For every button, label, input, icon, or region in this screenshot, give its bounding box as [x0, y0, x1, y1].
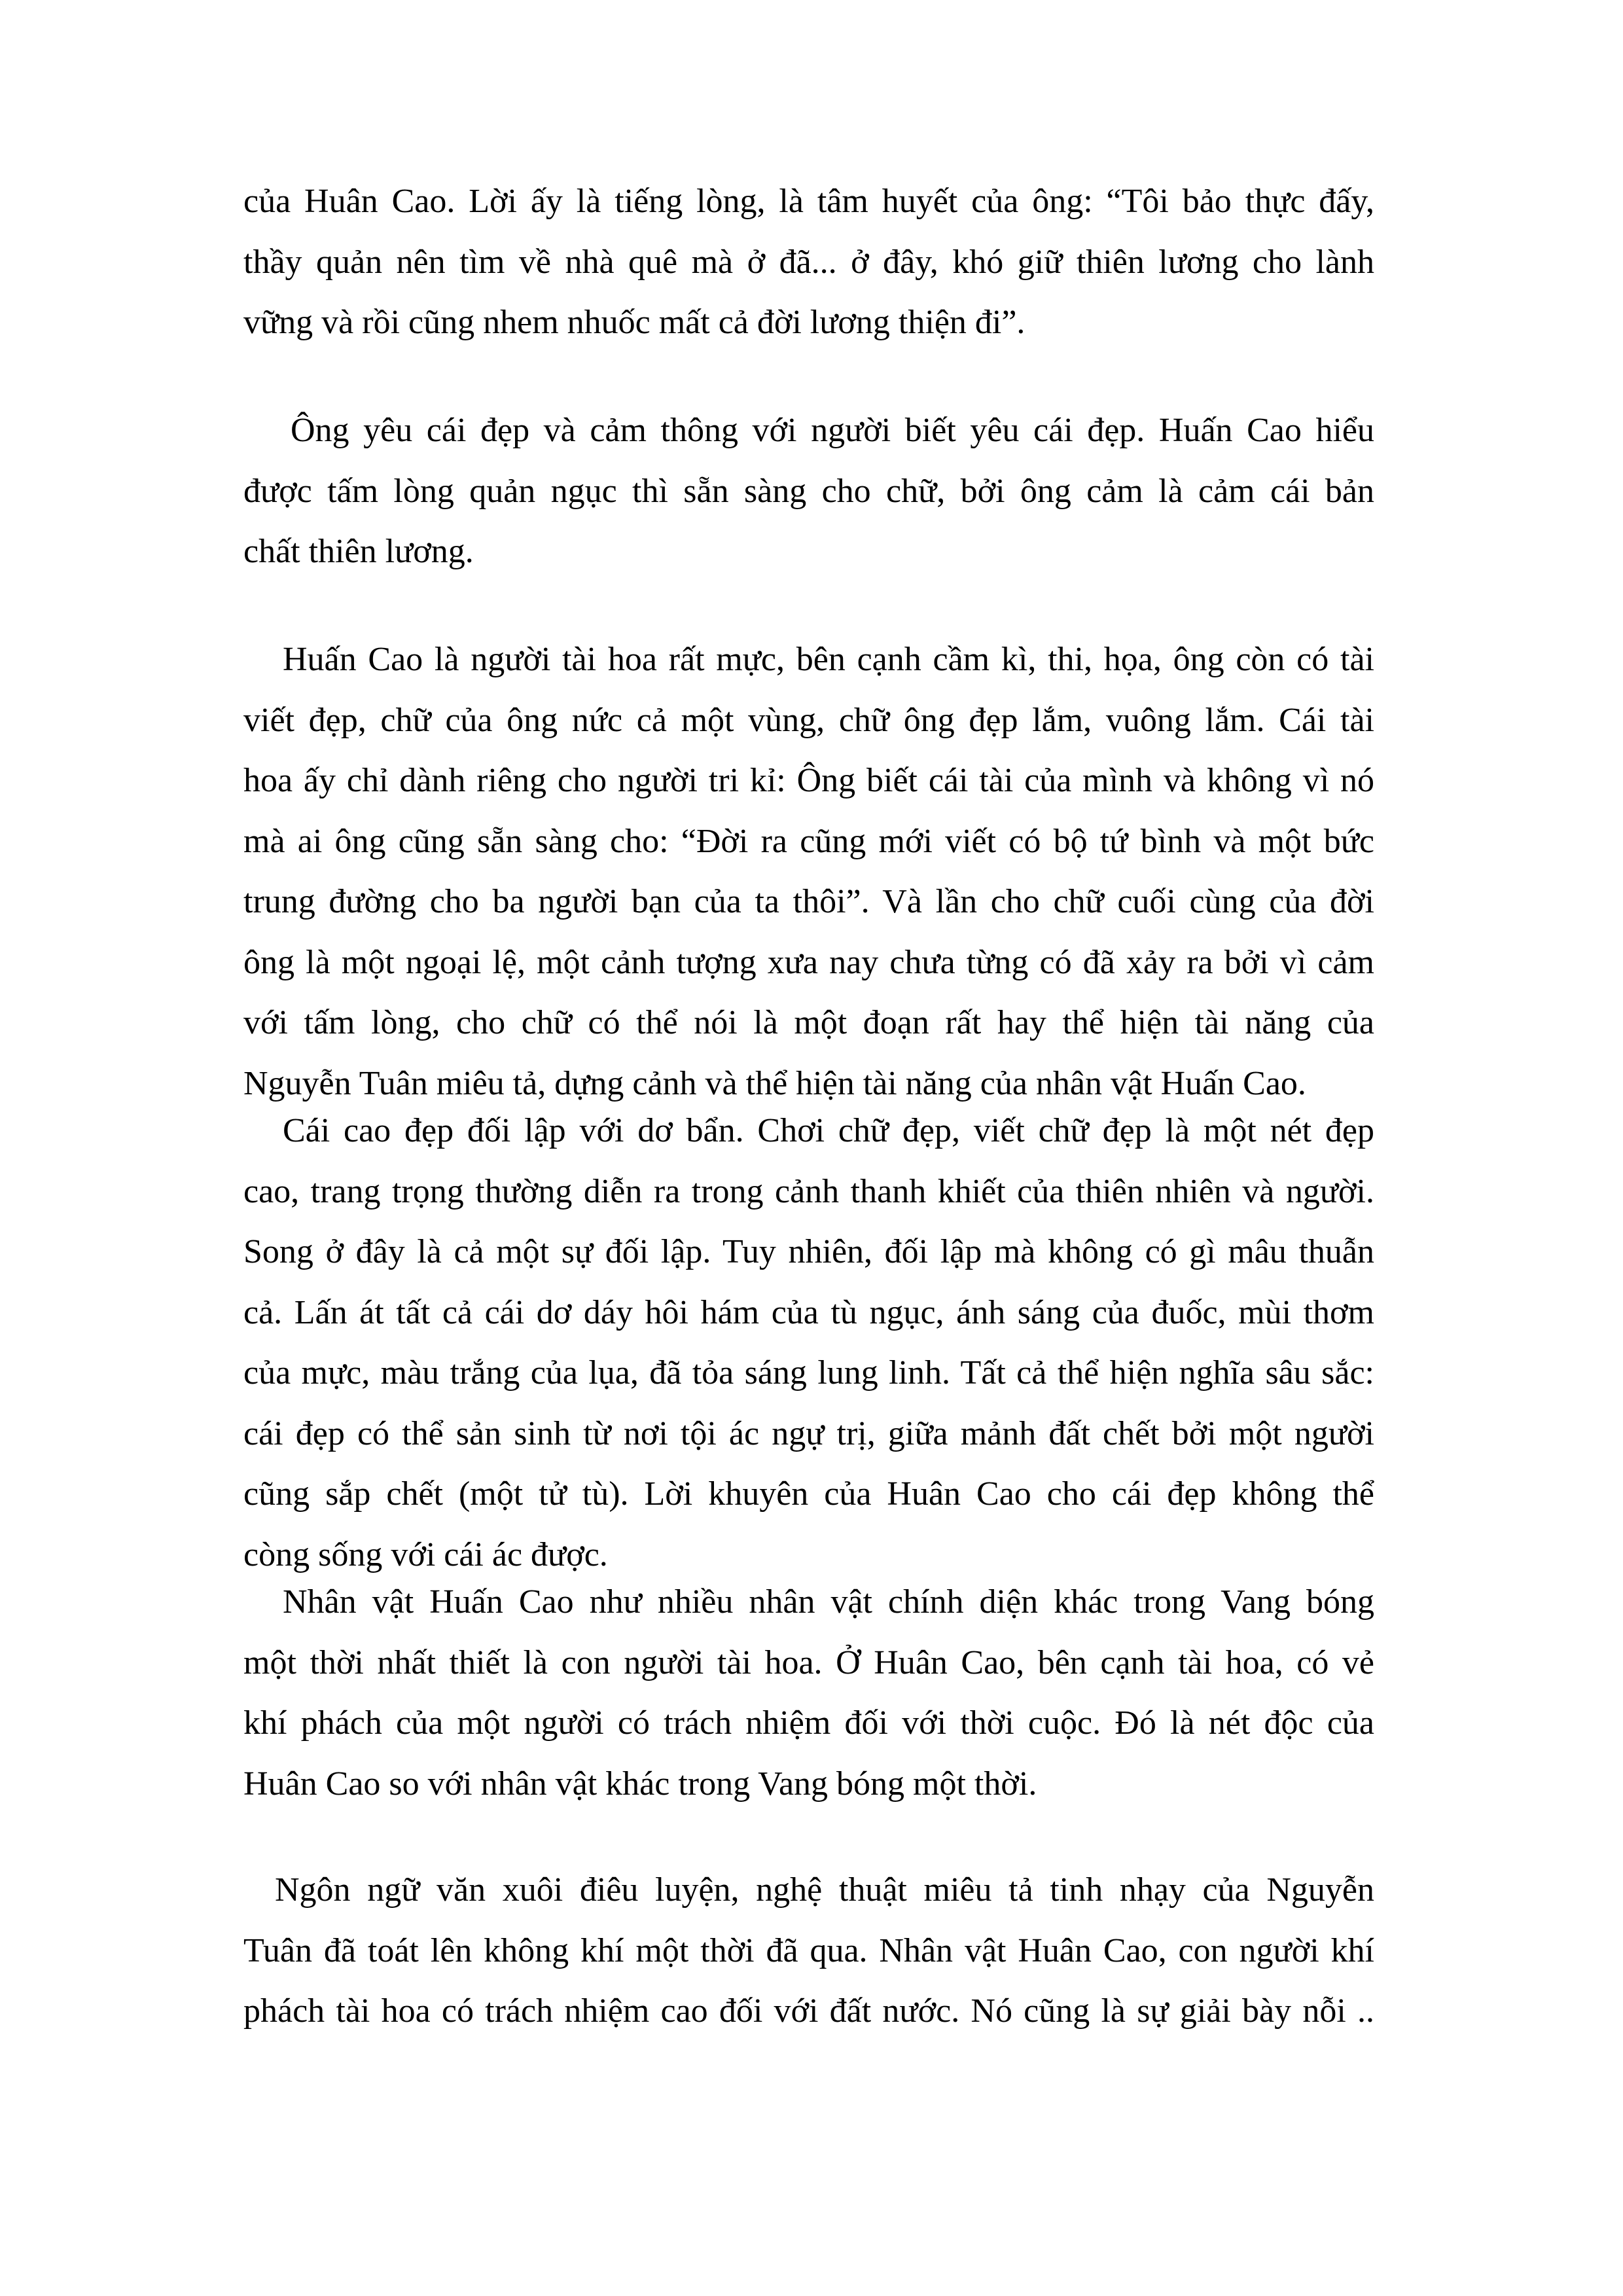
text-line: Huấn Cao là người tài hoa rất mực, bên cạnh cầm kì, thi, họa, ông còn có tài	[283, 641, 1374, 678]
paragraph-6	[243, 1860, 1374, 2042]
text-line: được tấm lòng quản ngục thì sẵn sàng cho chữ, bởi ông cảm là cảm cái bản	[243, 472, 1374, 510]
text-line: vững và rồi cũng nhem nhuốc mất cả đời lương thiện đi”.	[243, 304, 1026, 341]
text-line: Ngôn ngữ văn xuôi điêu luyện, nghệ thuật miêu tả tinh nhạy của Nguyễn	[275, 1871, 1374, 1909]
text-line: khí phách của một người có trách nhiệm đối với thời cuộc. Đó là nét độc của	[243, 1704, 1374, 1742]
text-line: của Huân Cao. Lời ấy là tiếng lòng, là tâm huyết của ông: “Tôi bảo thực đấy,	[243, 183, 1374, 220]
paragraph-2	[243, 401, 1374, 583]
text-line: Cái cao đẹp đối lập với dơ bẩn. Chơi chữ đẹp, viết chữ đẹp là một nét đẹp	[283, 1112, 1374, 1149]
text-line: cao, trang trọng thường diễn ra trong cảnh thanh khiết của thiên nhiên và người.	[243, 1172, 1374, 1210]
text-line: còng sống với cái ác được.	[243, 1535, 608, 1573]
text-line: phách tài hoa có trách nhiệm cao đối với đất nước. Nó cũng là sự giải bày nỗi ..	[243, 1992, 1374, 2030]
text-line: viết đẹp, chữ của ông nức cả một vùng, chữ ông đẹp lắm, vuông lắm. Cái tài	[243, 701, 1374, 739]
text-line: Nhân vật Huấn Cao như nhiều nhân vật chính diện khác trong Vang bóng	[283, 1583, 1374, 1621]
text-line: với tấm lòng, cho chữ có thể nói là một đoạn rất hay thể hiện tài năng của	[243, 1004, 1374, 1041]
paragraph-4	[243, 1101, 1374, 1585]
paragraph-3	[243, 630, 1374, 1114]
text-line: của mực, màu trắng của lụa, đã tỏa sáng lung linh. Tất cả thể hiện nghĩa sâu sắc:	[243, 1354, 1374, 1391]
text-line: cũng sắp chết (một tử tù). Lời khuyên của Huân Cao cho cái đẹp không thể	[243, 1475, 1374, 1513]
text-line: Ông yêu cái đẹp và cảm thông với người biết yêu cái đẹp. Huấn Cao hiểu	[291, 412, 1374, 449]
text-line: ông là một ngoại lệ, một cảnh tượng xưa nay chưa từng có đã xảy ra bởi vì cảm	[243, 943, 1374, 981]
paragraph-1	[243, 171, 1374, 353]
text-line: trung đường cho ba người bạn của ta thôi”. Và lần cho chữ cuối cùng của đời	[243, 883, 1374, 920]
text-line: Song ở đây là cả một sự đối lập. Tuy nhiên, đối lập mà không có gì mâu thuẫn	[243, 1233, 1374, 1270]
text-line: một thời nhất thiết là con người tài hoa. Ở Huân Cao, bên cạnh tài hoa, có vẻ	[243, 1643, 1374, 1681]
text-line: cả. Lấn át tất cả cái dơ dáy hôi hám của tù ngục, ánh sáng của đuốc, mùi thơm	[243, 1293, 1374, 1331]
text-line: mà ai ông cũng sẵn sàng cho: “Đời ra cũng mới viết có bộ tứ bình và một bức	[243, 822, 1374, 860]
text-line: Nguyễn Tuân miêu tả, dựng cảnh và thể hiện tài năng của nhân vật Huấn Cao.	[243, 1064, 1306, 1102]
text-line: chất thiên lương.	[243, 533, 474, 570]
paragraph-5	[243, 1572, 1374, 1814]
text-line: cái đẹp có thể sản sinh từ nơi tội ác ngự trị, giữa mảnh đất chết bởi một người	[243, 1414, 1374, 1452]
text-line: hoa ấy chỉ dành riêng cho người tri kỉ: Ông biết cái tài của mình và không vì nó	[243, 762, 1374, 799]
text-line: Huân Cao so với nhân vật khác trong Vang bóng một thời.	[243, 1765, 1037, 1803]
text-line: thầy quản nên tìm về nhà quê mà ở đã... ở đây, khó giữ thiên lương cho lành	[243, 243, 1374, 281]
text-line: Tuân đã toát lên không khí một thời đã qua. Nhân vật Huân Cao, con người khí	[243, 1931, 1374, 1969]
